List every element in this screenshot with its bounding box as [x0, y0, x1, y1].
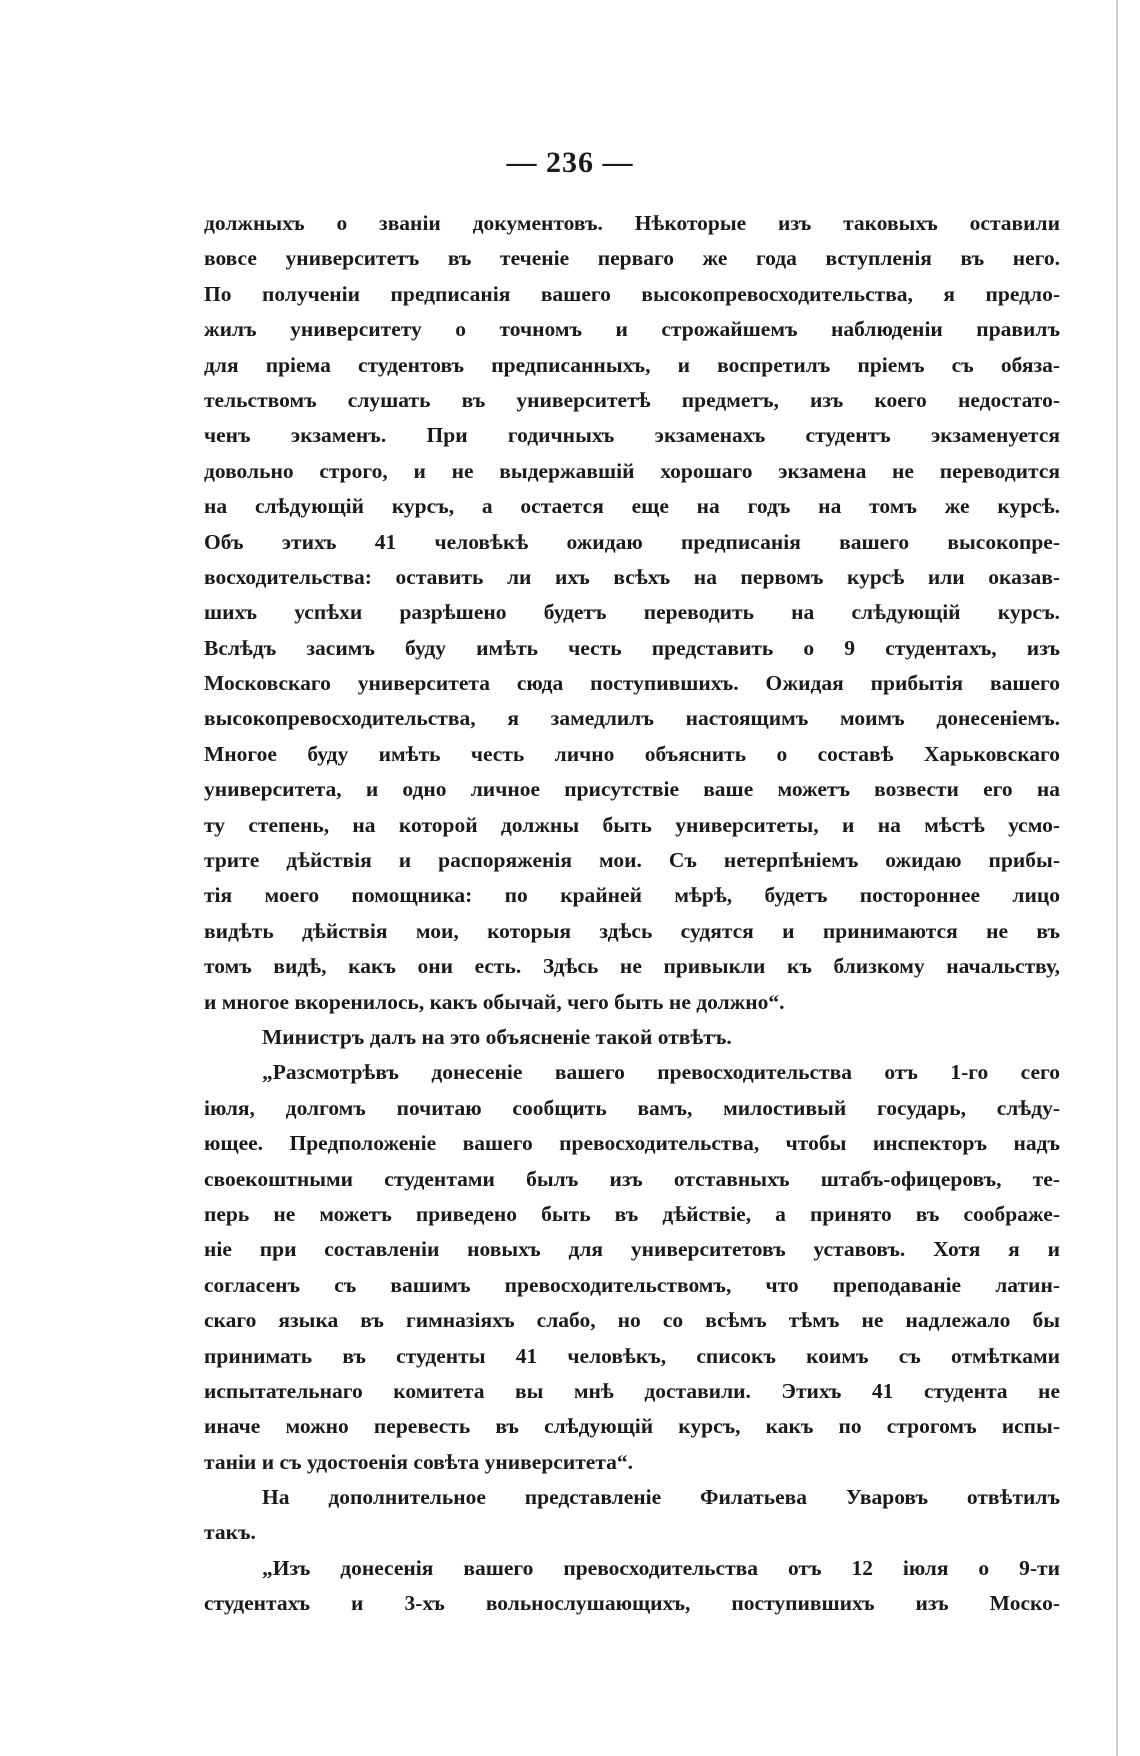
text-line: такъ.	[204, 1520, 256, 1545]
text-line: ту степень, на которой должны быть университеты, и на мѣстѣ усмо-	[204, 812, 1060, 837]
text-line: на слѣдующій курсъ, а остается еще на годъ на томъ же курсѣ.	[204, 494, 1060, 519]
text-line: ющее. Предположеніе вашего превосходительства, чтобы инспекторъ надъ	[204, 1131, 1060, 1156]
page-edge-shadow	[1116, 0, 1118, 1756]
body-text	[204, 206, 1060, 1622]
text-line: и многое вкоренилось, какъ обычай, чего быть не должно“.	[204, 989, 785, 1014]
text-line: видѣть дѣйствія мои, которыя здѣсь судятся и принимаются не въ	[204, 918, 1060, 943]
text-line: „Изъ донесенія вашего превосходительства отъ 12 іюля о 9-ти	[262, 1555, 1060, 1580]
text-line: иначе можно перевесть въ слѣдующій курсъ, какъ по строгомъ испы-	[204, 1414, 1060, 1439]
text-line: должныхъ о званіи документовъ. Нѣкоторые изъ таковыхъ оставили	[204, 211, 1060, 235]
text-line: высокопревосходительства, я замедлилъ настоящимъ моимъ донесеніемъ.	[204, 706, 1060, 731]
text-line: таніи и съ удостоенія совѣта университета“.	[204, 1449, 634, 1474]
text-line: „Разсмотрѣвъ донесеніе вашего превосходительства отъ 1-го сего	[262, 1060, 1060, 1085]
text-line: По полученіи предписанія вашего высокопревосходительства, я предло-	[204, 281, 1060, 306]
text-line: скаго языка въ гимназіяхъ слабо, но со всѣмъ тѣмъ не надлежало бы	[204, 1308, 1060, 1333]
text-line: Многое буду имѣть честь лично объяснить о составѣ Харьковскаго	[204, 741, 1060, 766]
text-line: іюля, долгомъ почитаю сообщить вамъ, милостивый государь, слѣду-	[204, 1095, 1060, 1120]
text-line: тельствомъ слушать въ университетѣ предметъ, изъ коего недостато-	[204, 387, 1060, 412]
text-line: ченъ экзаменъ. При годичныхъ экзаменахъ студентъ экзаменуется	[204, 423, 1060, 448]
text-line: Вслѣдъ засимъ буду имѣть честь представить о 9 студентахъ, изъ	[204, 635, 1060, 660]
page-number: — 236 —	[506, 146, 634, 179]
text-line: вовсе университетъ въ теченіе перваго же года вступленія въ него.	[204, 246, 1060, 271]
text-line: испытательнаго комитета вы мнѣ доставили. Этихъ 41 студента не	[204, 1378, 1060, 1403]
text-line: ніе при составленіи новыхъ для университетовъ уставовъ. Хотя я и	[204, 1237, 1060, 1262]
text-line: Московскаго университета сюда поступившихъ. Ожидая прибытія вашего	[204, 671, 1060, 696]
text-line: На дополнительное представленіе Филатьева Уваровъ отвѣтилъ	[262, 1485, 1060, 1510]
text-line: жилъ университету о точномъ и строжайшемъ наблюденіи правилъ	[204, 317, 1060, 342]
text-line: довольно строго, и не выдержавшій хорошаго экзамена не переводится	[204, 458, 1060, 483]
text-line: студентахъ и 3-хъ вольнослушающихъ, поступившихъ изъ Моско-	[204, 1591, 1060, 1616]
text-line: принимать въ студенты 41 человѣкъ, списокъ коимъ съ отмѣтками	[204, 1343, 1060, 1368]
text-line: своекоштными студентами былъ изъ отставныхъ штабъ-офицеровъ, те-	[204, 1166, 1060, 1191]
text-line: перь не можетъ приведено быть въ дѣйствіе, а принято въ соображе-	[204, 1201, 1060, 1226]
text-line: согласенъ съ вашимъ превосходительствомъ, что преподаваніе латин-	[204, 1272, 1060, 1297]
text-line: томъ видѣ, какъ они есть. Здѣсь не привыкли къ близкому начальству,	[204, 954, 1060, 979]
text-line: тія моего помощника: по крайней мѣрѣ, будетъ постороннее лицо	[204, 883, 1060, 908]
text-line: восходительства: оставить ли ихъ всѣхъ на первомъ курсѣ или оказав-	[204, 564, 1060, 589]
text-line: шихъ успѣхи разрѣшено будетъ переводить на слѣдующій курсъ.	[204, 600, 1060, 625]
text-line: Объ этихъ 41 человѣкѣ ожидаю предписанія вашего высокопре-	[204, 529, 1060, 554]
text-line: Министръ далъ на это объясненіе такой отвѣтъ.	[262, 1024, 732, 1049]
text-line: трите дѣйствія и распоряженія мои. Съ нетерпѣніемъ ожидаю прибы-	[204, 848, 1060, 873]
text-line: университета, и одно личное присутствіе ваше можетъ возвести его на	[204, 777, 1060, 802]
text-line: для пріема студентовъ предписанныхъ, и воспретилъ пріемъ съ обяза-	[204, 352, 1060, 377]
